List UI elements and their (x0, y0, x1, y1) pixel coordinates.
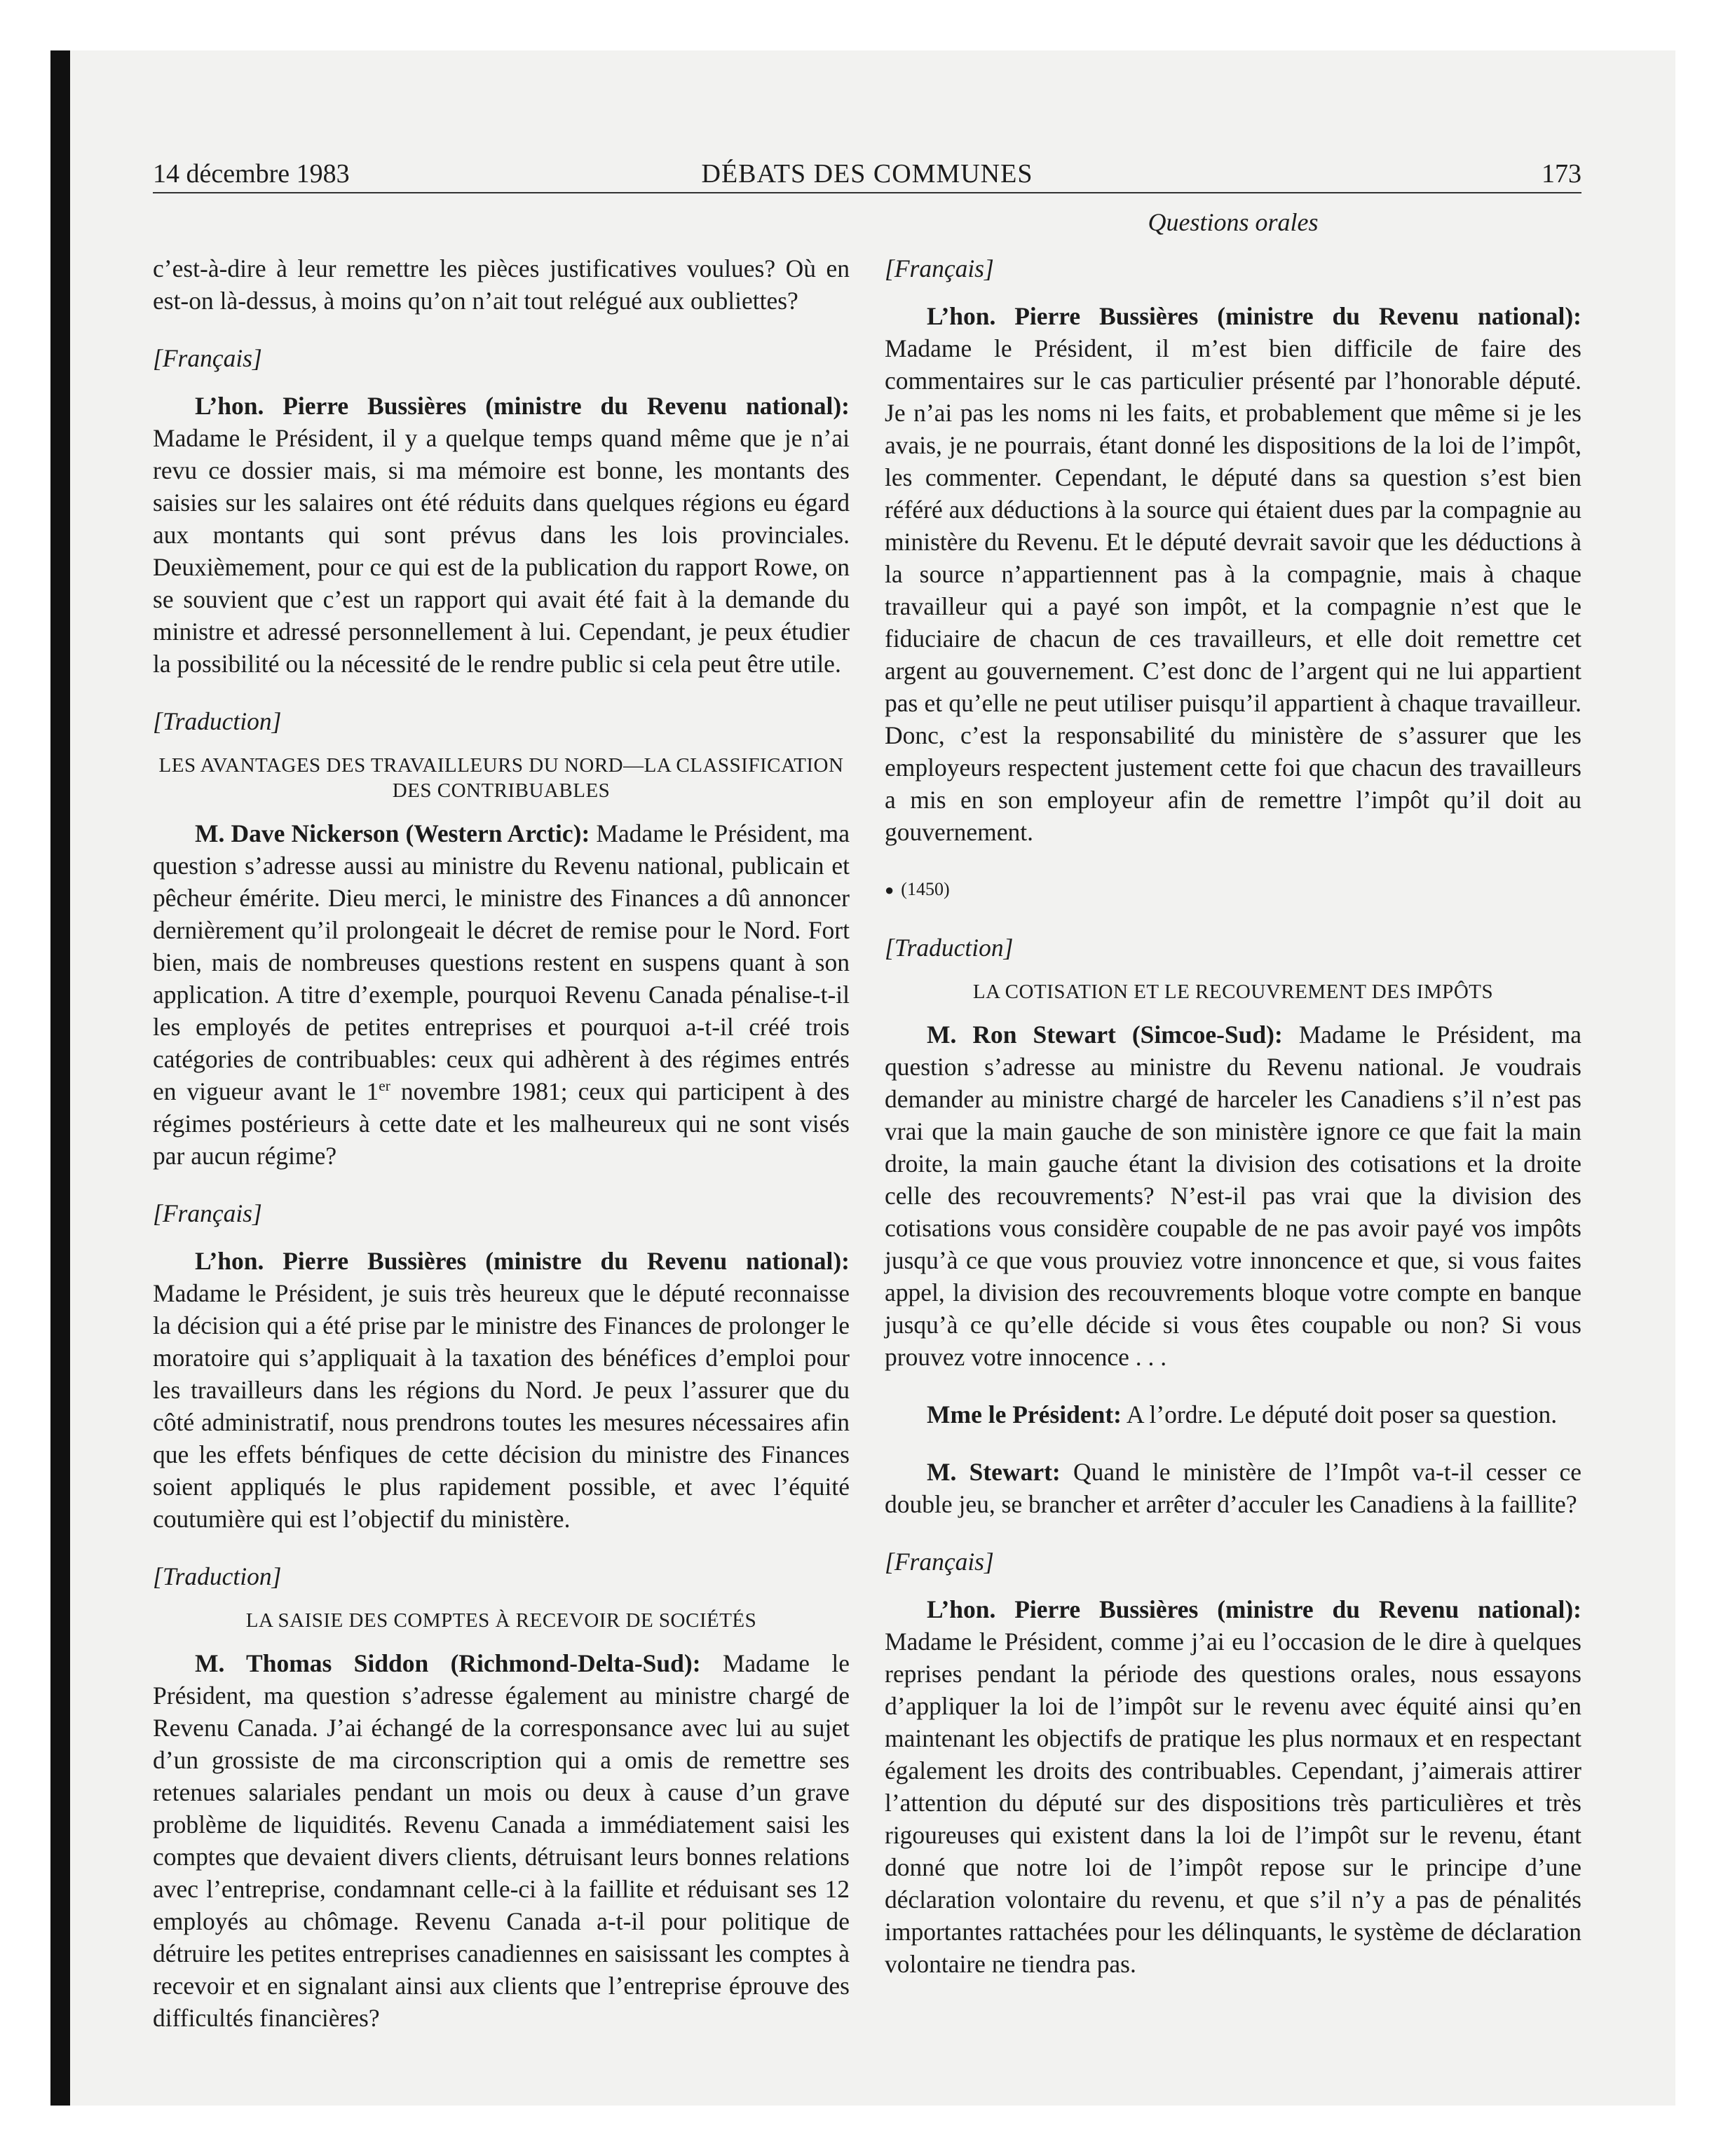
section-heading: LA SAISIE DES COMPTES À RECEVOIR DE SOCIÉTÉS (245, 1609, 757, 1632)
paragraph (153, 1647, 850, 2034)
paragraph-text: c’est-à-dire à leur remettre les pièces justificatives voulues? Où en est-on là-dessus, à moins qu’on n’ait tout relégué aux oubliettes? (153, 254, 850, 315)
language-tag: [Français] (885, 1548, 994, 1576)
left-column (153, 252, 850, 2059)
language-tag: [Traduction] (153, 707, 282, 735)
header-date: 14 décembre 1983 (153, 159, 350, 189)
paragraph-text: A l’ordre. Le député doit poser sa question. (1121, 1400, 1558, 1428)
paragraph-text: novembre 1981; ceux qui participent à des régimes postérieurs à cette date et les malheureux qui ne sont visés par aucun régime? (153, 1077, 850, 1170)
language-tag: [Français] (885, 254, 994, 282)
page-number: 173 (1542, 159, 1581, 189)
speaker-name: M. Stewart: (927, 1458, 1061, 1486)
paragraph-text: Madame le Président, je suis très heureux que le député reconnaisse la décision qui a été prise par le ministre des Finances de prolonger le moratoire qui s’appliquait à la taxation des bénéfices d’emploi pour les travailleurs dans les régions du Nord. Je peux l’assurer que du côté administratif, nous prendrons toutes les mesures nécessaires afin que les effets bénfiques de cette décision du ministre des Finances soient appliqués le plus rapidement possible, et avec l’équité coutumière qui est l’objectif du ministère. (153, 1279, 850, 1533)
paragraph (153, 252, 850, 317)
paragraph-text: Madame le Président, il m’est bien difficile de faire des commentaires sur le cas particulier présenté par l’honorable député. Je n’ai pas les noms ni les faits, et probablement que même si je les avais, je ne pourrais, étant donné les dispositions de la loi de l’impôt, les commenter. Cependant, le député dans sa question s’est bien référé aux déductions à la source qui étaient dues par la compagnie au ministère du Revenu. Et le député devrait savoir que les déductions à la source n’appartiennent pas à la compagnie, mais à chaque travailleur qui a payé son impôt, et la compagnie n’est que le fiduciaire de chacun de ces travailleurs, et elle doit remettre cet argent au gouvernement. C’est donc de l’argent qui ne lui appartient pas et qu’elle ne peut utiliser puisqu’il appartient à chaque travailleur. Donc, c’est la responsabilité du ministère de s’assurer que les employeurs respectent justement cette foi que chacun des travailleurs a mis en son employeur afin de remettre l’impôt qu’il doit au gouvernement. (885, 334, 1581, 846)
speaker-name: L’hon. Pierre Bussières (ministre du Revenu national): (195, 1247, 850, 1275)
page-header (153, 156, 1581, 193)
bullet-icon: ● (885, 881, 894, 899)
superscript: er (379, 1077, 390, 1095)
paragraph (885, 300, 1581, 848)
paragraph (885, 1018, 1581, 1373)
paragraph (885, 1593, 1581, 1980)
right-column (885, 252, 1581, 2005)
paragraph (153, 1245, 850, 1535)
section-heading: LES AVANTAGES DES TRAVAILLEURS DU NORD—LA CLASSIFICATION DES CONTRIBUABLES (158, 754, 844, 802)
speaker-name: L’hon. Pierre Bussières (ministre du Revenu national): (195, 392, 850, 420)
speaker-name: M. Thomas Siddon (Richmond-Delta-Sud): (195, 1649, 701, 1677)
header-title: DÉBATS DES COMMUNES (701, 159, 1033, 189)
paragraph-text: Madame le Président, il y a quelque temps quand même que je n’ai revu ce dossier mais, si ma mémoire est bonne, les montants des saisies sur les salaires ont été réduits dans quelques régions eu égard aux montants qui sont prévus dans les lois provinciales. Deuxièmement, pour ce qui est de la publication du rapport Rowe, on se souvient que c’est un rapport qui avait été fait à la demande du ministre et adressé personnellement à lui. Cependant, je peux étudier la possibilité ou la nécessité de le rendre public si cela peut être utile. (153, 424, 850, 678)
paragraph (153, 817, 850, 1172)
paragraph-text: Madame le Président, ma question s’adresse également au ministre chargé de Revenu Canada. J’ai échangé de la corresponsance avec lui au sujet d’un grossiste de ma circonscription qui a omis de remettre ses retenues salariales pendant un mois ou deux à cause d’un grave problème de liquidités. Revenu Canada a immédiatement saisi les comptes que devaient divers clients, détruisant leurs bonnes relations avec l’entreprise, condamnant celle-ci à la faillite et réduisant ses 12 employés au chômage. Revenu Canada a-t-il pour politique de détruire les petites entreprises canadiennes en saisissant les comptes à recevoir et en signalant ainsi aux clients que l’entreprise éprouve des difficultés financières? (153, 1649, 850, 2032)
speaker-name: M. Ron Stewart (Simcoe-Sud): (927, 1021, 1283, 1049)
language-tag: [Français] (153, 1199, 262, 1227)
language-tag: [Traduction] (885, 934, 1014, 962)
paragraph (885, 1398, 1581, 1431)
paragraph-text: Madame le Président, comme j’ai eu l’occasion de le dire à quelques reprises pendant la période des questions orales, nous essayons d’appliquer la loi de l’impôt sur le revenu avec équité ainsi qu’en maintenant les objectifs de pratique les plus normaux et en respectant également les droits des contribuables. Cependant, j’aimerais attirer l’attention du député sur des dispositions très particulières et très rigoureuses qui existent dans la loi de l’impôt sur le revenu, étant donné que notre loi de l’impôt repose sur le principe d’une déclaration volontaire du revenu, et que s’il n’y a pas de pénalités importantes rattachées pour les délinquants, le système de déclaration volontaire ne tiendra pas. (885, 1628, 1581, 1978)
section-label: Questions orales (1148, 208, 1319, 236)
speaker-name: L’hon. Pierre Bussières (ministre du Revenu national): (927, 1595, 1581, 1623)
paragraph-text: Quand le ministère de l’Impôt va-t-il cesser ce double jeu, se brancher et arrêter d’acculer les Canadiens à la faillite? (885, 1458, 1581, 1518)
language-tag: [Français] (153, 344, 262, 372)
speaker-name: Mme le Président: (927, 1400, 1122, 1428)
paragraph (153, 390, 850, 680)
language-tag: [Traduction] (153, 1562, 282, 1590)
timestamp (885, 873, 1581, 906)
time-text: (1450) (901, 879, 950, 899)
section-heading: LA COTISATION ET LE RECOUVREMENT DES IMPÔTS (972, 981, 1494, 1003)
paragraph (885, 1456, 1581, 1520)
paragraph-text: Madame le Président, ma question s’adresse au ministre du Revenu national. Je voudrais demander au ministre chargé de harceler les Canadiens s’il n’est pas vrai que la main gauche de son ministère ignore ce que fait la main droite, la main gauche étant la division des cotisations et la droite celle des recouvrements? N’est-il pas vrai que la division des cotisations vous considère coupable de ne pas avoir payé vos impôts jusqu’à ce que vous prouviez votre innoncence et que, si vous faites appel, la division des recouvrements bloque votre compte en banque jusqu’à ce qu’elle décide si vous êtes coupable ou non? Si vous prouvez votre innocence . . . (885, 1021, 1581, 1371)
speaker-name: L’hon. Pierre Bussières (ministre du Revenu national): (927, 302, 1581, 330)
paragraph-text: Madame le Président, ma question s’adresse aussi au ministre du Revenu national, publicain et pêcheur émérite. Dieu merci, le ministre des Finances a dû annoncer dernièrement qu’il prolongeait le décret de remise pour le Nord. Fort bien, mais de nombreuses questions restent en suspens quant à son application. A titre d’exemple, pourquoi Revenu Canada pénalise-t-il les employés de petites entreprises et pourquoi a-t-il créé trois catégories de contribuables: ceux qui adhèrent à des régimes entrés en vigueur avant le 1 (153, 819, 850, 1105)
scan-edge (50, 50, 70, 2106)
speaker-name: M. Dave Nickerson (Western Arctic): (195, 819, 590, 847)
